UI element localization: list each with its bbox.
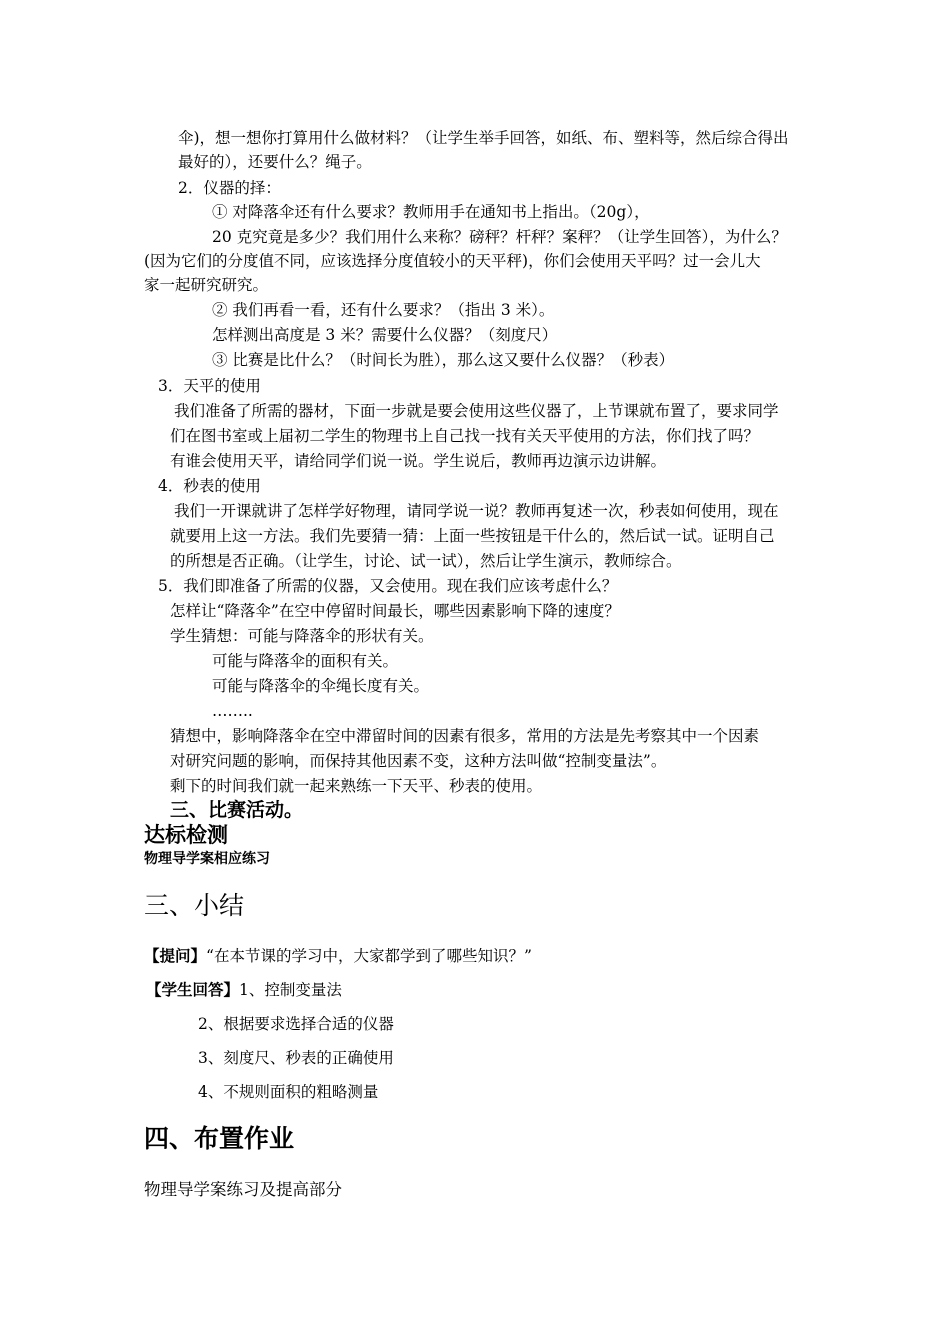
- assessment-subtitle: 物理导学案相应练习: [144, 851, 270, 867]
- body-line-25: 猜想中，影响降落伞在空中滞留时间的因素有很多，常用的方法是先考察其中一个因素: [170, 727, 760, 745]
- body-line-13: 们在图书室或上届初二学生的物理书上自己找一找有关天平使用的方法，你们找了吗？: [170, 427, 760, 445]
- answer-tag: 【学生回答】: [146, 981, 240, 999]
- question-tag: 【提问】: [144, 947, 207, 965]
- body-line-26: 对研究问题的影响，而保持其他因素不变，这种方法叫做“控制变量法”。: [170, 752, 667, 770]
- body-line-23: 可能与降落伞的伞绳长度有关。: [212, 677, 430, 695]
- item-heading-5: 5．我们即准备了所需的仪器，又会使用。现在我们应该考虑什么？: [158, 577, 618, 595]
- item-heading-2: 2．仪器的择：: [178, 179, 281, 197]
- homework-heading: 四、布置作业: [144, 1124, 295, 1153]
- assessment-heading: 达标检测: [144, 823, 228, 847]
- body-line-12: 我们准备了所需的器材，下面一步就是要会使用这些仪器了，上节课就布置了，要求同学: [174, 402, 779, 420]
- competition-heading: 三、比赛活动。: [170, 799, 304, 821]
- question-text: “在本节课的学习中，大家都学到了哪些知识？”: [206, 947, 532, 965]
- summary-heading: 三、小结: [144, 891, 245, 920]
- body-line-24: ……..: [212, 702, 253, 720]
- answer-line: [146, 980, 342, 1000]
- body-line-14: 有谁会使用天平，请给同学们说一说。学生说后，教师再边演示边讲解。: [170, 452, 667, 470]
- homework-text: 物理导学案练习及提高部分: [144, 1180, 342, 1199]
- body-line-27: 剩下的时间我们就一起来熟练一下天平、秒表的使用。: [170, 777, 543, 795]
- answer-item: 1、控制变量法: [239, 981, 342, 999]
- body-line-21: 学生猜想：可能与降落伞的形状有关。: [170, 627, 434, 645]
- body-line-10: ③ 比赛是比什么？（时间长为胜），那么这又要什么仪器？（秒表）: [212, 351, 675, 369]
- question-line: [144, 946, 532, 966]
- answer-item: 2、根据要求选择合适的仪器: [198, 1015, 394, 1033]
- body-line-20: 怎样让“降落伞”在空中停留时间最长，哪些因素影响下降的速度？: [170, 602, 620, 620]
- body-line-16: 我们一开课就讲了怎样学好物理，请同学说一说？教师再复述一次，秒表如何使用，现在: [174, 502, 779, 520]
- body-line-7: 家一起研究研究。: [144, 276, 269, 294]
- answer-item: 3、刻度尺、秒表的正确使用: [198, 1049, 394, 1067]
- body-line-6: (因为它们的分度值不同，应该选择分度值较小的天平秤)，你们会使用天平吗？过一会儿大: [144, 252, 761, 270]
- body-line-1: 伞)，想一想你打算用什么做材料？（让学生举手回答，如纸、布、塑料等，然后综合得出: [178, 129, 789, 147]
- body-line-17: 就要用上这一方法。我们先要猜一猜：上面一些按钮是干什么的，然后试一试。证明自己: [170, 527, 775, 545]
- body-line-18: 的所想是否正确。（让学生，讨论、试一试），然后让学生演示，教师综合。: [170, 552, 682, 570]
- body-line-8: ② 我们再看一看，还有什么要求？（指出 3 米）。: [212, 301, 555, 319]
- body-line-9: 怎样测出高度是 3 米？需要什么仪器？（刻度尺）: [212, 326, 558, 344]
- body-line-4: ① 对降落伞还有什么要求？教师用手在通知书上指出。（20g），: [212, 203, 650, 221]
- body-line-2: 最好的），还要什么？绳子。: [178, 153, 372, 171]
- body-line-22: 可能与降落伞的面积有关。: [212, 652, 399, 670]
- item-heading-4: 4．秒表的使用: [158, 477, 261, 495]
- item-heading-3: 3．天平的使用: [158, 377, 261, 395]
- body-line-5: 20 克究竟是多少？我们用什么来称？磅秤？杆秤？案秤？（让学生回答），为什么？: [212, 228, 787, 246]
- answer-item: 4、不规则面积的粗略测量: [198, 1083, 379, 1101]
